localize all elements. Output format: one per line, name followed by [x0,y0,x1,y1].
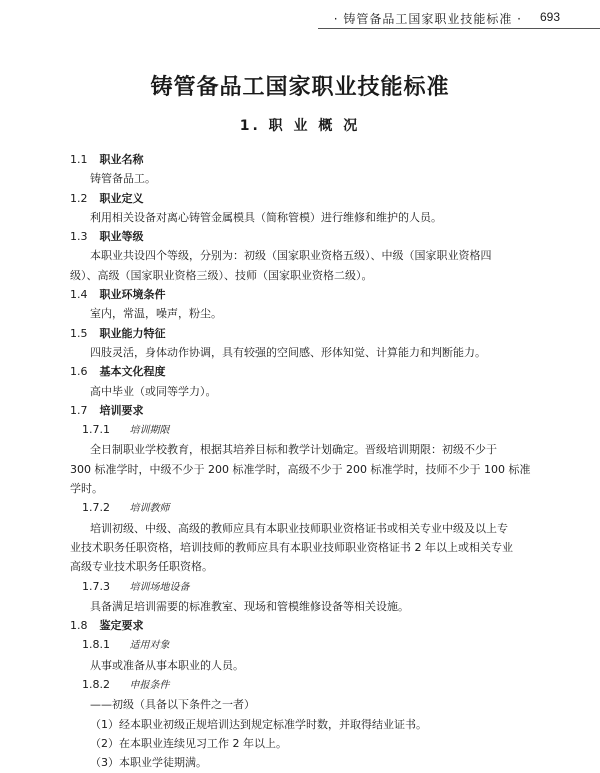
section-1-8-2-heading [70,675,560,695]
section-number: 1.5 [70,326,88,340]
section-number: 1.8 [70,619,88,633]
section-number: 1.7.1 [82,423,110,437]
content [70,150,560,773]
section-1-8-heading [70,616,560,635]
section-title: 1. 职 业 概 况 [239,118,361,134]
section-1-7-1-heading [70,420,560,440]
section-label: 职业等级 [99,230,144,244]
section-number: 1.8.2 [82,678,110,692]
section-number: 1.7 [70,403,88,417]
section-1-8-1-heading [70,635,560,655]
section-1-4-heading [70,285,560,304]
section-label: 培训期限 [129,425,170,437]
condition-item: （3）本职业学徒期满。 [90,756,207,770]
section-1-3-body-line1: 本职业共设四个等级，分别为：初级（国家职业资格五级）、中级（国家职业资格四 [90,249,492,263]
section-label: 基本文化程度 [99,365,166,379]
section-number: 1.2 [70,191,88,205]
section-1-7-1-line2: 300 标准学时，中级不少于 200 标准学时，高级不少于 200 标准学时，技师不少于 100 标准 [70,462,531,476]
section-1-5-body: 四肢灵活，身体动作协调，具有较强的空间感、形体知觉、计算能力和判断能力。 [90,345,486,359]
section-1-6-body: 高中毕业（或同等学力）。 [90,384,217,398]
condition-item: （1）经本职业初级正规培训达到规定标准学时数，并取得结业证书。 [90,717,427,731]
section-1-2-body: 利用相关设备对离心铸管金属模具（简称管模）进行维修和维护的人员。 [90,210,442,224]
section-1-7-3-heading [70,577,560,597]
section-1-2-heading [70,189,560,208]
section-number: 1.8.1 [82,638,110,652]
section-number: 1.4 [70,288,88,302]
section-label: 培训要求 [99,403,144,417]
section-1-7-1-line1: 全日制职业学校教育，根据其培养目标和教学计划确定。晋级培训期限：初级不少于 [90,443,497,457]
section-1-7-2-line3: 高级专业技术职务任职资格。 [70,560,213,574]
section-number: 1.7.2 [82,501,110,515]
section-1-8-1-body: 从事或准备从事本职业的人员。 [90,658,244,672]
page-number: 693 [540,10,561,24]
section-number: 1.7.3 [82,579,110,593]
section-label: 职业名称 [99,153,144,166]
section-1-5-heading [70,324,560,343]
header-rule [318,28,600,29]
section-label: 申报条件 [129,680,170,692]
section-1-3-body-line2: 级）、高级（国家职业资格三级）、技师（国家职业资格二级）。 [70,268,373,282]
running-header: · 铸管备品工国家职业技能标准 · [333,12,522,26]
section-number: 1.1 [70,153,88,166]
section-label: 职业能力特征 [99,326,166,340]
section-1-7-3-body: 具备满足培训需要的标准教室、现场和管模维修设备等相关设施。 [90,599,409,613]
section-label: 培训教师 [129,503,170,515]
section-1-7-2-line2: 业技术职务任职资格，培训技师的教师应具有本职业技师职业资格证书 2 年以上或相关专业 [70,540,513,554]
section-label: 职业环境条件 [99,288,166,302]
section-label: 适用对象 [129,640,170,652]
section-1-3-heading [70,227,560,246]
document-title: 铸管备品工国家职业技能标准 [150,75,450,100]
section-1-6-heading [70,362,560,381]
section-label: 鉴定要求 [99,619,144,633]
section-1-4-body: 室内，常温，噪声，粉尘。 [90,307,222,321]
section-1-1-body: 铸管备品工。 [90,172,156,186]
section-1-7-2-heading [70,498,560,518]
section-label: 培训场地设备 [129,581,190,593]
section-number: 1.3 [70,230,88,244]
section-1-1-heading [70,150,560,169]
section-1-7-heading [70,401,560,420]
section-label: 职业定义 [99,191,144,205]
section-1-7-1-line3: 学时。 [70,482,103,496]
section-number: 1.6 [70,365,88,379]
section-1-7-2-line1: 培训初级、中级、高级的教师应具有本职业技师职业资格证书或相关专业中级及以上专 [90,521,508,535]
section-1-8-2-level: ——初级（具备以下条件之一者） [90,698,255,712]
condition-item: （2）在本职业连续见习工作 2 年以上。 [90,736,287,750]
